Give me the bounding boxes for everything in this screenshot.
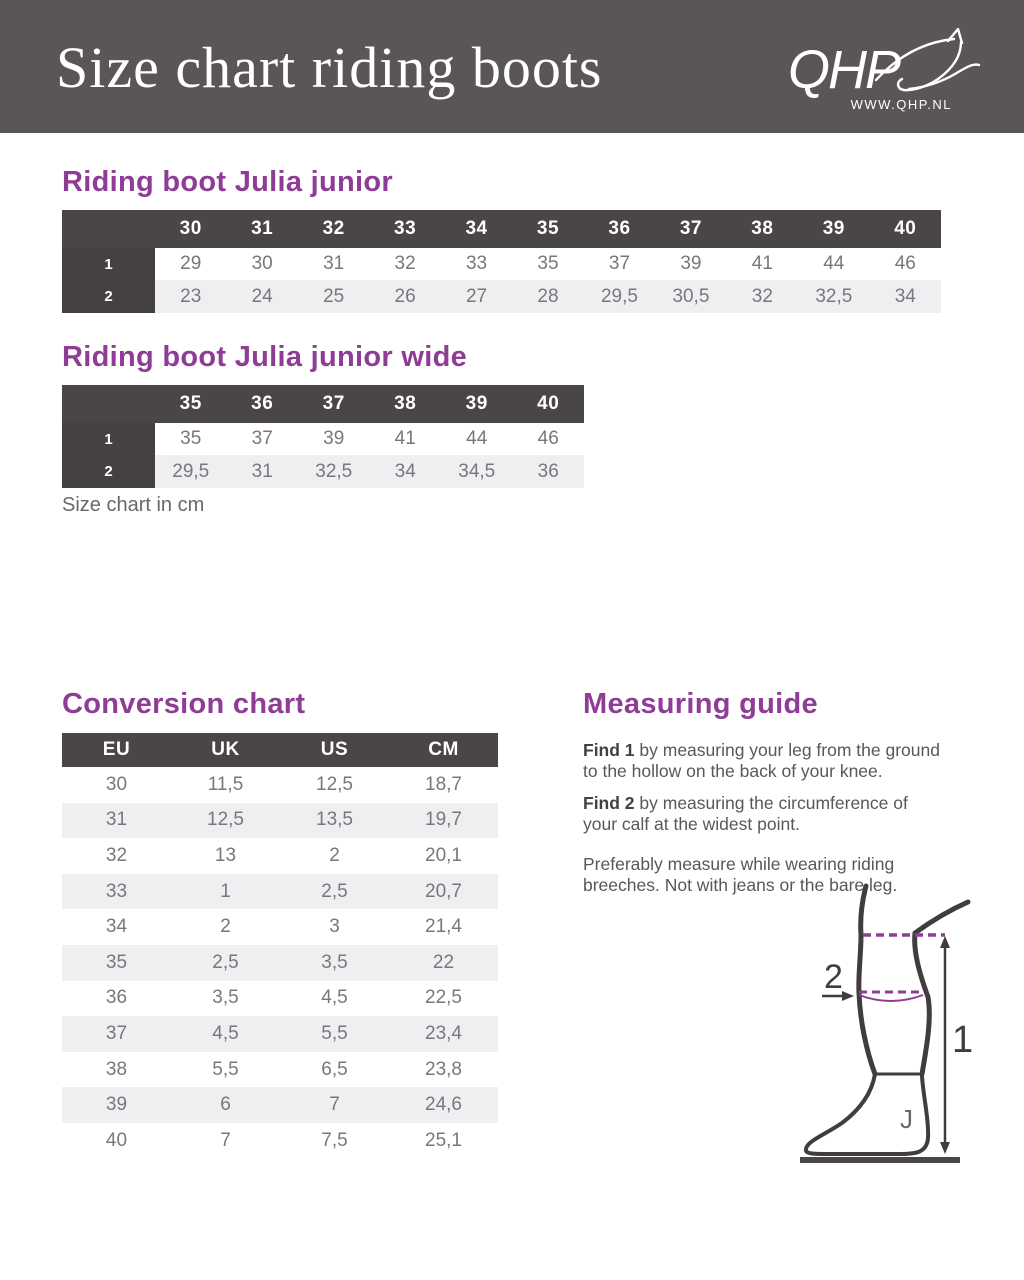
height-label: 1 [952,1019,974,1061]
conversion-value-cell: 35 [62,945,171,981]
size-header-cell: 40 [870,210,941,248]
measure-row-label: 2 [62,455,155,488]
size-header-cell: 39 [441,385,513,423]
size-value-cell: 29 [155,248,226,280]
measure-row-label: 1 [62,423,155,455]
conversion-value-cell: 4,5 [280,981,389,1017]
conversion-value-cell: 22,5 [389,981,498,1017]
conversion-value-cell: 38 [62,1052,171,1088]
page-title: Size chart riding boots [56,35,603,100]
size-value-cell: 34 [870,280,941,313]
size-header-cell: 33 [369,210,440,248]
conversion-value-cell: 39 [62,1087,171,1123]
conversion-value-cell: 6,5 [280,1052,389,1088]
conversion-value-cell: 3,5 [171,981,280,1017]
conversion-value-cell: 3,5 [280,945,389,981]
size-value-cell: 29,5 [155,455,227,488]
qhp-logo [782,28,982,100]
conversion-value-cell: 23,4 [389,1016,498,1052]
size-value-cell: 32 [369,248,440,280]
julia-junior-size-table [62,210,941,313]
corner-cell [62,210,155,248]
size-value-cell: 44 [798,248,869,280]
size-value-cell: 32,5 [298,455,370,488]
size-value-cell: 41 [727,248,798,280]
header-banner [0,0,1024,133]
julia-junior-wide-size-table [62,385,584,488]
conversion-value-cell: 25,1 [389,1123,498,1159]
conversion-header-cell: UK [171,733,280,767]
size-value-cell: 46 [870,248,941,280]
conversion-value-cell: 40 [62,1123,171,1159]
height-arrow [940,936,950,1154]
size-value-cell: 30 [226,248,297,280]
size-value-cell: 34,5 [441,455,513,488]
size-value-cell: 29,5 [584,280,655,313]
conversion-value-cell: 13 [171,838,280,874]
corner-cell [62,385,155,423]
size-header-cell: 31 [226,210,297,248]
size-header-cell: 30 [155,210,226,248]
measuring-step-2: Find 2 by measuring the circumference of your calf at the widest point. [583,793,908,834]
size-value-cell: 44 [441,423,513,455]
size-value-cell: 37 [584,248,655,280]
size-value-cell: 32,5 [798,280,869,313]
conversion-value-cell: 2,5 [280,874,389,910]
size-value-cell: 35 [155,423,227,455]
find-1-label: Find 1 [583,740,635,760]
foot-mark: J [900,1104,913,1134]
size-header-cell: 36 [227,385,299,423]
leg-measuring-diagram [780,880,1024,1180]
size-value-cell: 39 [298,423,370,455]
conversion-value-cell: 21,4 [389,909,498,945]
section-heading-measuring: Measuring guide [583,688,818,720]
size-header-cell: 37 [298,385,370,423]
conversion-value-cell: 33 [62,874,171,910]
size-value-cell: 31 [227,455,299,488]
conversion-header-cell: EU [62,733,171,767]
conversion-value-cell: 13,5 [280,803,389,839]
conversion-value-cell: 31 [62,803,171,839]
size-value-cell: 46 [513,423,585,455]
measure-row-label: 1 [62,248,155,280]
size-header-cell: 38 [727,210,798,248]
conversion-value-cell: 23,8 [389,1052,498,1088]
size-value-cell: 25 [298,280,369,313]
conversion-header-cell: CM [389,733,498,767]
conversion-value-cell: 11,5 [171,767,280,803]
size-value-cell: 26 [369,280,440,313]
size-value-cell: 39 [655,248,726,280]
conversion-value-cell: 5,5 [280,1016,389,1052]
size-unit-note: Size chart in cm [62,494,205,516]
measuring-step-1: Find 1 by measuring your leg from the ground to the hollow on the back of your knee. [583,740,940,781]
conversion-value-cell: 3 [280,909,389,945]
conversion-value-cell: 36 [62,981,171,1017]
conversion-value-cell: 19,7 [389,803,498,839]
qhp-website-url: WWW.QHP.NL [850,97,952,112]
size-value-cell: 36 [513,455,585,488]
conversion-value-cell: 12,5 [280,767,389,803]
section-heading-conversion: Conversion chart [62,688,306,720]
size-header-cell: 35 [155,385,227,423]
conversion-value-cell: 37 [62,1016,171,1052]
size-header-cell: 39 [798,210,869,248]
qhp-logo-text: QHP [788,40,900,100]
size-header-cell: 40 [513,385,585,423]
conversion-value-cell: 4,5 [171,1016,280,1052]
size-header-cell: 32 [298,210,369,248]
size-value-cell: 34 [370,455,442,488]
conversion-value-cell: 34 [62,909,171,945]
conversion-value-cell: 7 [171,1123,280,1159]
conversion-value-cell: 5,5 [171,1052,280,1088]
size-value-cell: 32 [727,280,798,313]
conversion-value-cell: 32 [62,838,171,874]
section-heading-julia-junior: Riding boot Julia junior [62,166,393,198]
measurement-marks [859,935,945,1001]
size-value-cell: 28 [512,280,583,313]
conversion-value-cell: 7 [280,1087,389,1123]
conversion-value-cell: 22 [389,945,498,981]
size-header-cell: 34 [441,210,512,248]
conversion-value-cell: 20,1 [389,838,498,874]
measuring-tip: Preferably measure while wearing riding breeches. Not with jeans or the bare leg. [583,854,898,895]
conversion-value-cell: 30 [62,767,171,803]
size-value-cell: 35 [512,248,583,280]
size-value-cell: 37 [227,423,299,455]
size-value-cell: 27 [441,280,512,313]
conversion-table [62,733,498,1159]
measure-row-label: 2 [62,280,155,313]
size-value-cell: 41 [370,423,442,455]
size-value-cell: 33 [441,248,512,280]
size-value-cell: 31 [298,248,369,280]
conversion-value-cell: 18,7 [389,767,498,803]
conversion-value-cell: 24,6 [389,1087,498,1123]
size-header-cell: 35 [512,210,583,248]
find-2-label: Find 2 [583,793,635,813]
conversion-value-cell: 6 [171,1087,280,1123]
conversion-value-cell: 7,5 [280,1123,389,1159]
conversion-header-cell: US [280,733,389,767]
size-header-cell: 37 [655,210,726,248]
size-header-cell: 38 [370,385,442,423]
size-value-cell: 23 [155,280,226,313]
size-value-cell: 30,5 [655,280,726,313]
conversion-value-cell: 2 [280,838,389,874]
conversion-value-cell: 2,5 [171,945,280,981]
calf-label: 2 [824,958,843,996]
conversion-value-cell: 12,5 [171,803,280,839]
size-header-cell: 36 [584,210,655,248]
leg-outline [806,886,968,1154]
conversion-value-cell: 1 [171,874,280,910]
conversion-value-cell: 20,7 [389,874,498,910]
section-heading-julia-junior-wide: Riding boot Julia junior wide [62,341,468,373]
conversion-value-cell: 2 [171,909,280,945]
size-value-cell: 24 [226,280,297,313]
